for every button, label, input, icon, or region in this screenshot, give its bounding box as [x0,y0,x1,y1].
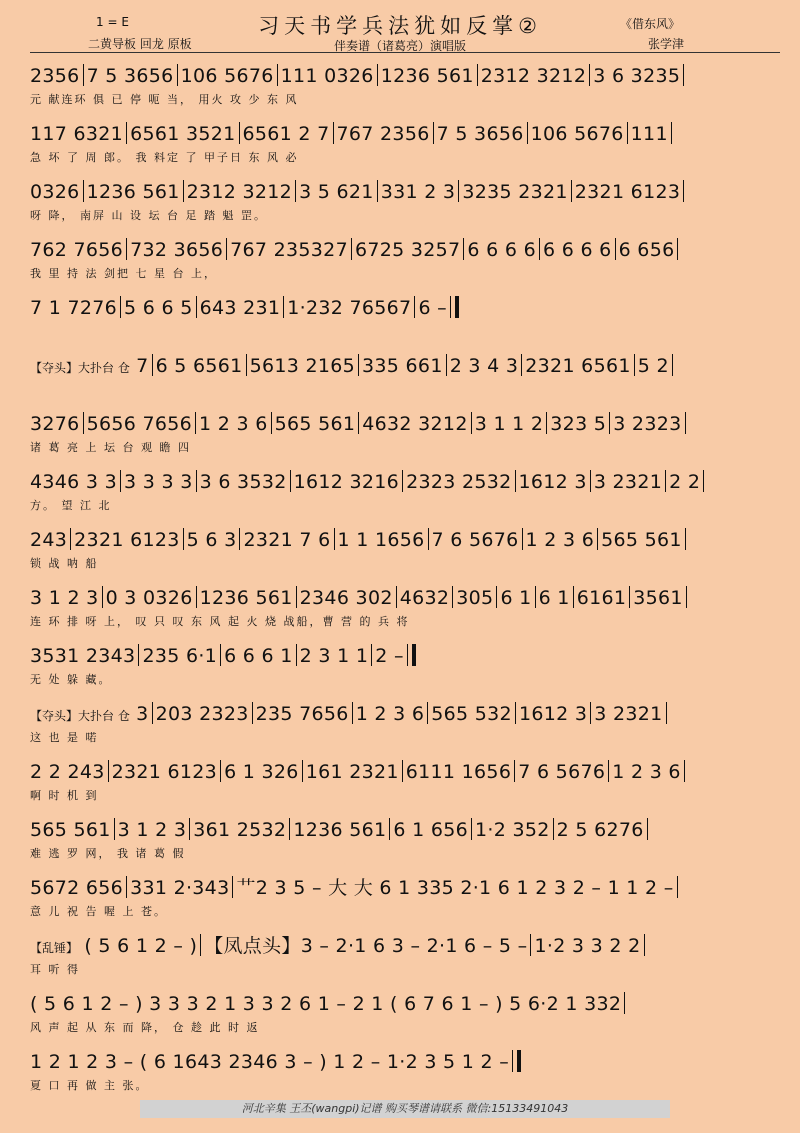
lyrics-line [30,382,780,398]
measure: 6561 2 7 [242,123,330,145]
bar-line [83,180,84,202]
notation-line [30,700,780,728]
page-subtitle: 伴奏谱（诸葛亮）演唱版 [333,39,466,53]
bar-line [546,412,547,434]
measure: 243 [30,529,68,551]
measure: ( 5 6 1 2 – ) 3 3 3 2 1 3 3 2 6 1 – 2 1 ( 6 7 6 1 – ) 5 6·2 1 332 [30,993,622,1015]
measure: 5613 2165 [249,355,356,377]
bar-line [389,818,390,840]
measure: 3 1 2 3 [30,587,99,609]
bar-line [629,586,630,608]
measure: 1·2 3 3 2 2 [534,935,641,957]
bar-line [471,412,472,434]
bar-line [220,644,221,666]
final-bar-line [412,644,416,666]
measure: 7 1 7276 [30,297,118,319]
measure: 1 2 3 6 [525,529,595,551]
bar-line [647,818,648,840]
measure: 203 2323 [155,703,249,725]
bar-line [446,354,447,376]
measure: 6111 1656 [405,761,512,783]
bar-line [302,760,303,782]
bar-line [83,412,84,434]
bar-line [371,644,372,666]
lyrics-line: 连 环 排 呀 上， 叹 只 叹 东 风 起 火 烧 战船，曹 营 的 兵 将 [30,615,410,628]
measure: 6 1 326 [224,761,299,783]
bar-line [450,296,451,318]
measure: 6 6 6 1 [224,645,293,667]
measure: 1236 561 [86,181,180,203]
measure: 6725 3257 [354,239,461,261]
bar-line [290,470,291,492]
bar-line [608,760,609,782]
measure: 6 6 6 6 [543,239,612,261]
bar-line [496,586,497,608]
notation-line [30,352,780,380]
measure: 6 656 [618,239,675,261]
measure: 2321 7 6 [243,529,331,551]
bar-line [414,296,415,318]
lyrics-line: 难 逃 罗 网， 我 诸 葛 假 [30,847,186,860]
lyrics-line [30,324,780,340]
measure: 2321 6561 [525,355,631,377]
measure: 106 5676 [180,65,274,87]
bar-line [289,818,290,840]
bar-line [677,876,678,898]
measure: 6 – [418,297,447,319]
measure: 565 561 [274,413,356,435]
final-bar-line [455,296,459,318]
measure: 6 5 6561 [155,355,243,377]
measure: 3 1 2 3 [117,819,187,841]
notation-line [30,642,780,670]
bar-line [685,412,686,434]
measure: 2312 3212 [480,65,587,87]
measure: 2 3 1 1 [299,645,369,667]
measure: 7 [136,355,149,377]
bar-line [196,586,197,608]
bar-line [333,122,334,144]
bar-line [624,992,625,1014]
lyrics-line: 啊 时 机 到 [30,789,99,802]
bar-line [589,64,590,86]
bar-line [597,528,598,550]
bar-line [352,702,353,724]
measure: 6 6 6 6 [467,239,536,261]
measure: 5672 656 [30,877,124,899]
bar-line [512,1050,513,1072]
bar-line [239,528,240,550]
measure: 7 5 3656 [86,65,174,87]
bar-line [200,934,201,956]
bar-line [515,702,516,724]
notation-line [30,236,780,264]
measure: 1612 3 [518,471,587,493]
measure: 6 1 656 [393,819,468,841]
notation-line [30,990,780,1018]
measure: 2321 6123 [111,761,218,783]
bar-line [239,122,240,144]
measure: 2323 2532 [406,471,512,493]
bar-line [396,586,397,608]
bar-line [686,586,687,608]
bar-line [627,122,628,144]
measure: 5 6 3 [186,529,237,551]
measure: 305 [456,587,494,609]
measure: 1236 561 [199,587,293,609]
percussion-label: 【夺头】大扑台 仓 [30,709,130,723]
measure: 2 3 4 3 [449,355,519,377]
measure: 767 235327 [230,239,348,261]
measure: 1 2 3 6 [612,761,681,783]
measure: 1612 3 [518,703,588,725]
bar-line [677,238,678,260]
notation-line [30,526,780,554]
bar-line [83,64,84,86]
lyrics-line: 这 也 是 喏 [30,731,99,744]
bar-line [277,64,278,86]
lyrics-line: 风 声 起 从 东 而 降， 仓 趁 此 时 返 [30,1021,260,1034]
bar-line [377,64,378,86]
bar-line [152,354,153,376]
measure: 732 3656 [130,239,224,261]
measure: 565 561 [30,819,111,841]
bar-line [407,644,408,666]
bar-line [535,586,536,608]
performer-name: 张学津 [648,37,685,51]
bar-line [126,876,127,898]
bar-line [590,702,591,724]
measure: 3561 [633,587,683,609]
bar-line [671,122,672,144]
measure: 4346 3 3 [30,471,118,493]
lyrics-line: 方。 望 江 北 [30,499,112,512]
bar-line [296,586,297,608]
measure: 767 2356 [336,123,430,145]
bar-line [195,412,196,434]
bar-line [452,586,453,608]
bar-line [220,760,221,782]
measure: 565 532 [431,703,512,725]
bar-line [427,702,428,724]
measure: 1236 561 [380,65,474,87]
measure: 2321 6123 [574,181,681,203]
bar-line [634,354,635,376]
measure: 5656 7656 [86,413,193,435]
measure: 艹2 3 5 – 大 大 6 1 335 2·1 6 1 2 3 2 – 1 1 2 – [236,877,674,899]
bar-line [573,586,574,608]
notation-line [30,294,780,322]
measure: 3235 2321 [462,181,568,203]
lyrics-line: 我 里 持 法 剑把 七 星 台 上， [30,267,217,280]
bar-line [683,180,684,202]
lyrics-line: 元 献连环 俱 已 停 呃 当， 用火 攻 少 东 风 [30,93,299,106]
bar-line [114,818,115,840]
notation-line [30,584,780,612]
bar-line [152,702,153,724]
bar-line [615,238,616,260]
tempo-marking: 二黄导板 回龙 原板 [88,37,192,51]
measure: 7 5 3656 [436,123,524,145]
measure: 6161 [576,587,627,609]
bar-line [433,122,434,144]
bar-line [246,354,247,376]
bar-line [521,354,522,376]
measure: 0326 [30,181,80,203]
measure: 7 6 5676 [518,761,606,783]
bar-line [515,470,516,492]
measure: 3 2323 [613,413,682,435]
lyrics-line: 耳 听 得 [30,963,80,976]
bar-line [644,934,645,956]
measure: 235 6·1 [142,645,218,667]
bar-line [609,412,610,434]
bar-line [138,644,139,666]
measure: 2312 3212 [186,181,293,203]
lyrics-line: 无 处 躲 藏。 [30,673,112,686]
measure: 3276 [30,413,80,435]
notation-line [30,120,780,148]
bar-line [522,528,523,550]
measure: 0 3 0326 [105,587,193,609]
bar-line [183,180,184,202]
notation-line [30,1048,780,1076]
header-rule [30,52,780,53]
measure: 【凤点头】3 – 2·1 6 3 – 2·1 6 – 5 – [204,935,528,957]
measure: 2356 [30,65,80,87]
measure: 3531 2343 [30,645,136,667]
bar-line [102,586,103,608]
bar-line [685,528,686,550]
bar-line [271,412,272,434]
notation-line [30,410,780,438]
measure: 3 [136,703,149,725]
measure: 323 5 [550,413,607,435]
bar-line [351,238,352,260]
measure: 2321 6123 [74,529,180,551]
bar-line [672,354,673,376]
notation-line [30,932,780,960]
measure: 331 2·343 [130,877,230,899]
bar-line [402,760,403,782]
bar-line [553,818,554,840]
bar-line [666,702,667,724]
bar-line [402,470,403,492]
bar-line [120,296,121,318]
measure: 1 2 3 6 [199,413,268,435]
page-title: 习天书学兵法犹如反掌② [258,14,542,38]
bar-line [684,760,685,782]
measure: 565 561 [601,529,682,551]
lyrics-line: 呀 降， 南屏 山 设 坛 台 足 踏 魁 罡。 [30,209,267,222]
measure: 1 1 1656 [337,529,425,551]
bar-line [232,876,233,898]
measure: 643 231 [199,297,281,319]
measure: 235 7656 [255,703,349,725]
measure: 335 661 [362,355,443,377]
lyrics-line: 锁 战 呐 船 [30,557,99,570]
notation-line [30,62,780,90]
measure: 5 6 6 5 [124,297,193,319]
lyrics-line: 急 坏 了 周 郎。 我 料定 了 甲子日 东 风 必 [30,151,299,164]
bar-line [108,760,109,782]
measure: 3 1 1 2 [474,413,544,435]
measure: 117 6321 [30,123,124,145]
bar-line [527,122,528,144]
measure: 6 1 [500,587,532,609]
measure: 5 2 [637,355,669,377]
bar-line [477,64,478,86]
lyrics-line: 夏 口 再 做 主 张。 [30,1079,149,1092]
bar-line [120,470,121,492]
source-opera: 《借东风》 [620,17,681,31]
bar-line [126,238,127,260]
notation-line [30,178,780,206]
bar-line [458,180,459,202]
bar-line [530,934,531,956]
percussion-label: 【乱锤】 [30,941,79,955]
measure: 3 6 3235 [593,65,681,87]
percussion-label: 【夺头】大扑台 仓 [30,361,130,375]
bar-line [683,64,684,86]
bar-line [126,122,127,144]
notation-line [30,874,780,902]
bar-line [70,528,71,550]
measure: 3 6 3532 [199,471,287,493]
measure: 1·2 352 [475,819,550,841]
bar-line [471,818,472,840]
bar-line [571,180,572,202]
bar-line [358,412,359,434]
measure: 3 2321 [593,471,663,493]
notation-line [30,468,780,496]
bar-line [177,64,178,86]
footer-credit: 河北辛集 王丕(wangpi)记谱 购买琴谱请联系 微信:15133491043 [140,1100,670,1118]
bar-line [377,180,378,202]
measure: 361 2532 [193,819,287,841]
measure: 2 2 243 [30,761,105,783]
bar-line [665,470,666,492]
bar-line [463,238,464,260]
measure: 161 2321 [305,761,399,783]
measure: 6 1 [538,587,570,609]
measure: 7 6 5676 [431,529,519,551]
bar-line [183,528,184,550]
measure: 6561 3521 [130,123,236,145]
bar-line [283,296,284,318]
measure: 4632 3212 [362,413,468,435]
measure: 1·232 76567 [287,297,412,319]
measure: 2 5 6276 [556,819,644,841]
notation-line [30,816,780,844]
bar-line [358,354,359,376]
bar-line [252,702,253,724]
bar-line [428,528,429,550]
measure: 3 2321 [594,703,663,725]
bar-line [539,238,540,260]
measure: 2346 302 [299,587,393,609]
measure: 4632 [399,587,450,609]
bar-line [703,470,704,492]
bar-line [196,470,197,492]
bar-line [295,180,296,202]
bar-line [189,818,190,840]
final-bar-line [517,1050,521,1072]
measure: 1 2 3 6 [355,703,425,725]
measure: 3 5 621 [299,181,374,203]
measure: 2 2 [669,471,701,493]
bar-line [296,644,297,666]
measure: 762 7656 [30,239,124,261]
measure: 1612 3216 [293,471,400,493]
measure: 111 0326 [280,65,374,87]
lyrics-line: 意 儿 祝 告 喔 上 苍。 [30,905,167,918]
bar-line [196,296,197,318]
bar-line [590,470,591,492]
measure: 106 5676 [530,123,624,145]
measure: 2 – [375,645,404,667]
key-signature: 1 = E [96,15,129,29]
measure: 331 2 3 [380,181,456,203]
notation-line [30,758,780,786]
bar-line [334,528,335,550]
bar-line [226,238,227,260]
measure: 3 3 3 3 [124,471,193,493]
bar-line [514,760,515,782]
lyrics-line: 诸 葛 亮 上 坛 台 观 瞻 四 [30,441,191,454]
measure: 111 [630,123,668,145]
measure: 1236 561 [293,819,387,841]
measure: ( 5 6 1 2 – ) [84,935,198,957]
measure: 1 2 1 2 3 – ( 6 1643 2346 3 – ) 1 2 – 1·2 3 5 1 2 – [30,1051,510,1073]
